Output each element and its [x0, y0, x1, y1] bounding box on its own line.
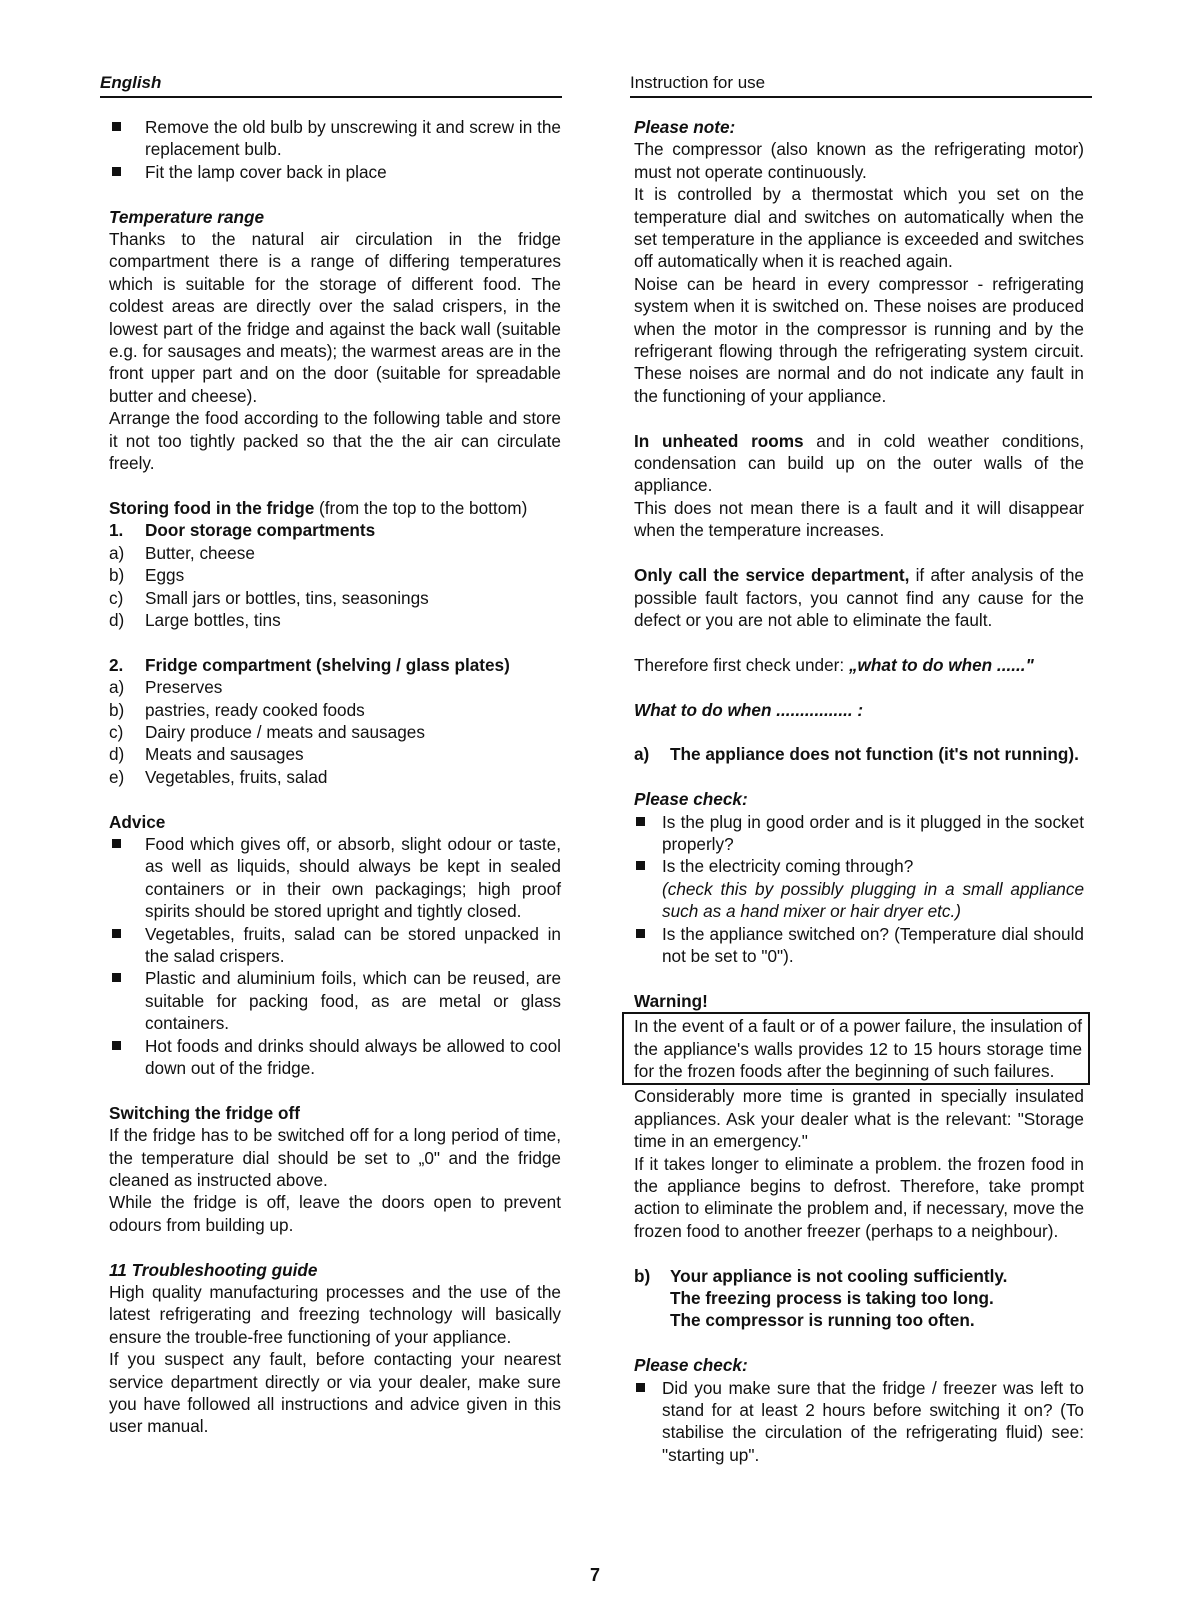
fault-a-title: The appliance does not function (it's not running). [670, 744, 1079, 765]
fault-b-line: Your appliance is not cooling sufficiently. [670, 1265, 1008, 1286]
what-to-do-heading: What to do when ................ : [634, 699, 864, 720]
list-marker: 2. [109, 654, 124, 675]
list-item [109, 609, 561, 631]
storing-food-heading-bold: Storing food in the fridge [109, 497, 315, 518]
list-marker: a) [634, 744, 650, 765]
header-language: English [100, 72, 562, 98]
switching-off-heading: Switching the fridge off [109, 1102, 300, 1123]
list-marker: b) [634, 1265, 651, 1286]
list-marker: d) [109, 609, 125, 630]
unheated-rooms-paragraph: This does not mean there is a fault and it will disappear when the temperature increases. [634, 497, 1084, 541]
list-item [109, 587, 561, 609]
check-under-prefix: Therefore first check under: [634, 654, 849, 675]
service-bold: Only call the service department, [634, 565, 910, 586]
list-marker: d) [109, 744, 125, 765]
temperature-paragraph: Arrange the food according to the following table and store it not too tightly packed so that the the air can circulate freely. [109, 408, 561, 474]
fridge-compartment-heading [109, 654, 561, 676]
note-paragraph: The compressor (also known as the refrigerating motor) must not operate continuously. [634, 139, 1084, 182]
troubleshooting-heading: 11 Troubleshooting guide [109, 1259, 318, 1280]
check-bullet: Is the electricity coming through? [634, 855, 1084, 877]
service-paragraph [634, 564, 1084, 631]
warning-box [622, 1012, 1090, 1085]
what-to-do-reference: „what to do when ......" [848, 654, 1034, 675]
unheated-rooms-bold: In unheated rooms [634, 430, 804, 451]
list-text: pastries, ready cooked foods [145, 699, 365, 720]
temperature-paragraph: Thanks to the natural air circulation in the fridge compartment there is a range of differing temperatures which is suitable for the storage of different food. The coldest areas are directly over the salad crispers, in the lowest part of the fridge and against the back wall (suitable e.g. for sausages and meats); the warmest areas are in the front upper part and on the door (suitable for spreadable butter and cheese). [109, 229, 561, 406]
check-bullet: Is the appliance switched on? (Temperature dial should not be set to "0"). [634, 923, 1084, 968]
list-item [109, 766, 561, 788]
right-column [634, 116, 1084, 1466]
storage-time-paragraph: Considerably more time is granted in specially insulated appliances. Ask your dealer what is the relevant: "Storage time in an emergency." [634, 1086, 1084, 1152]
troubleshooting-paragraph: High quality manufacturing processes and the use of the latest refrigerating and freezing technology will basically ensure the trouble-free functioning of your appliance. [109, 1282, 561, 1347]
fault-b-heading [634, 1265, 1084, 1332]
list-marker: e) [109, 766, 125, 787]
fault-b-lines [670, 1265, 1084, 1332]
list-item [109, 676, 561, 698]
list-item [109, 564, 561, 586]
fault-a-heading [634, 743, 1084, 765]
left-column [109, 116, 561, 1438]
check-under-line [634, 654, 1084, 676]
advice-bullet: Food which gives off, or absorb, slight odour or taste, as well as liquids, should always be kept in sealed containers or in their own packagings; high proof spirits should be stored upright and tightly closed. [109, 833, 561, 923]
service-text: if after analysis of the possible fault factors, you cannot find any cause for the defect or you are not able to eliminate the fault. [634, 565, 1084, 630]
list-marker: c) [109, 721, 124, 742]
list-marker: a) [109, 542, 125, 563]
warning-text: In the event of a fault or of a power failure, the insulation of the appliance's walls provides 12 to 15 hours storage time for the frozen foods after the beginning of such failures. [634, 1016, 1082, 1081]
unheated-rooms-text: and in cold weather conditions, condensation can build up on the outer walls of the appliance. [634, 430, 1085, 496]
electricity-note: (check this by possibly plugging in a small appliance such as a hand mixer or hair dryer etc.) [662, 878, 1084, 922]
header-title: Instruction for use [630, 72, 1092, 98]
fault-b-line: The freezing process is taking too long. [670, 1288, 994, 1308]
page-number: 7 [589, 1565, 600, 1585]
door-storage-heading [109, 519, 561, 541]
temperature-range-heading: Temperature range [109, 206, 265, 227]
advice-heading: Advice [109, 811, 166, 832]
list-marker: a) [109, 677, 125, 698]
note-paragraph: Noise can be heard in every compressor - refrigerating system when it is switched on. These noises are produced when the motor in the compressor is running and by the refrigerant flowing through the refrigerating system circuit. These noises are normal and do not indicate any fault in the functioning of your appliance. [634, 273, 1084, 406]
defrost-paragraph: If it takes longer to eliminate a problem. the frozen food in the appliance begins to defrost. Therefore, take prompt action to eliminate the problem and, if necessary, move the frozen food to another freezer (perhaps to a neighbour). [634, 1153, 1084, 1241]
please-note-heading: Please note: [634, 117, 736, 137]
switching-off-paragraph: While the fridge is off, leave the doors open to prevent odours from building up. [109, 1192, 561, 1235]
list-marker: 1. [109, 520, 124, 541]
list-text: Meats and sausages [145, 744, 304, 765]
list-marker: c) [109, 587, 124, 608]
list-text: Dairy produce / meats and sausages [145, 721, 425, 742]
list-text: Butter, cheese [145, 542, 255, 563]
list-text: Small jars or bottles, tins, seasonings [145, 587, 429, 608]
door-storage-title: Door storage compartments [145, 520, 376, 541]
advice-bullet: Plastic and aluminium foils, which can be reused, are suitable for packing food, as are metal or glass containers. [109, 967, 561, 1034]
warning-heading: Warning! [634, 990, 708, 1011]
storing-food-heading [109, 497, 561, 519]
list-item [109, 721, 561, 743]
fridge-compartment-title: Fridge compartment (shelving / glass plates) [145, 654, 510, 675]
list-text: Preserves [145, 677, 223, 698]
please-check-heading: Please check: [634, 1355, 748, 1376]
advice-bullet: Vegetables, fruits, salad can be stored unpacked in the salad crispers. [109, 923, 561, 968]
switching-off-paragraph: If the fridge has to be switched off for a long period of time, the temperature dial should be set to „0" and the fridge cleaned as instructed above. [109, 1125, 561, 1191]
advice-bullet: Hot foods and drinks should always be allowed to cool down out of the fridge. [109, 1035, 561, 1080]
fault-b-line: The compressor is running too often. [670, 1310, 975, 1331]
list-item [109, 699, 561, 721]
storing-food-heading-rest: (from the top to the bottom) [314, 497, 528, 518]
list-text: Large bottles, tins [145, 609, 281, 630]
list-text: Vegetables, fruits, salad [145, 766, 328, 787]
list-item [109, 743, 561, 765]
list-text: Eggs [145, 565, 185, 586]
check-bullet: Did you make sure that the fridge / freezer was left to stand for at least 2 hours before switching it on? (To stabilise the circulation of the refrigerating fluid) see: "starting up". [634, 1377, 1084, 1467]
list-marker: b) [109, 699, 125, 720]
check-bullet: Is the plug in good order and is it plugged in the socket properly? [634, 811, 1084, 856]
please-check-heading: Please check: [634, 789, 748, 810]
list-marker: b) [109, 565, 125, 586]
bulb-bullet: Remove the old bulb by unscrewing it and screw in the replacement bulb. [109, 116, 561, 161]
unheated-rooms-paragraph [634, 430, 1084, 497]
list-item [109, 542, 561, 564]
note-paragraph: It is controlled by a thermostat which you set on the temperature dial and switches on automatically when the set temperature in the appliance is exceeded and switches off automatically when it is reached again. [634, 184, 1084, 272]
troubleshooting-paragraph: If you suspect any fault, before contacting your nearest service department directly or via your dealer, make sure you have followed all instructions and advice given in this user manual. [109, 1349, 561, 1437]
bulb-bullet: Fit the lamp cover back in place [109, 161, 561, 183]
